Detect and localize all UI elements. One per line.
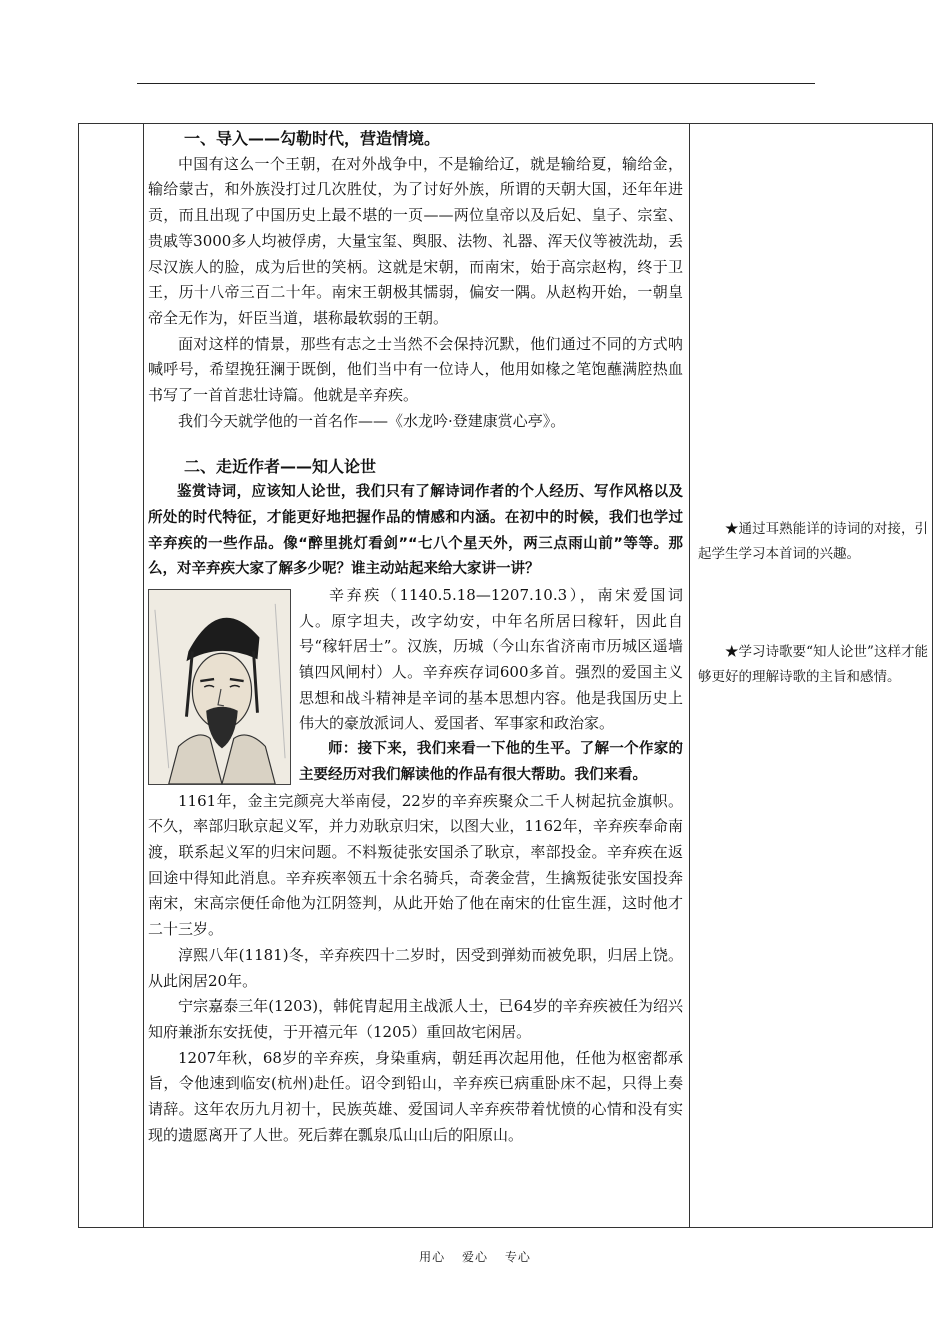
side-note-1: ★通过耳熟能详的诗词的对接，引起学生学习本首词的兴趣。	[698, 521, 928, 562]
life-paragraph-2: 淳熙八年(1181)冬，辛弃疾四十二岁时，因受到弹劾而被免职，归居上饶。从此闲居20年。	[148, 945, 683, 990]
footer-word-3: 专心	[504, 1250, 531, 1264]
section1-paragraph-2: 面对这样的情景，那些有志之士当然不会保持沉默，他们通过不同的方式呐喊呼号，希望挽狂澜于既倒，他们当中有一位诗人，他用如椽之笔饱蘸满腔热血书写了一首首悲壮诗篇。他就是辛弃疾。	[148, 334, 683, 405]
section2-heading: 二、走近作者——知人论世	[184, 457, 377, 477]
author-portrait-image	[148, 589, 291, 785]
life-paragraph-3: 宁宗嘉泰三年(1203)，韩侂胄起用主战派人士，已64岁的辛弃疾被任为绍兴知府兼浙东安抚使，于开禧元年（1205）重回故宅闲居。	[148, 997, 683, 1041]
author-bio: 辛弃疾（1140.5.18—1207.10.3），南宋爱国词人。原字坦夫，改字幼安，中年名所居曰稼轩，因此自号“稼轩居士”。汉族，历城（今山东省济南市历城区遥墙镇四风闸村）人。辛弃疾存词600多首。强烈的爱国主义思想和战斗精神是辛词的基本思想内容。他是我国历史上伟大的豪放派词人、爱国者、军事家和政治家。	[299, 585, 683, 733]
page-footer	[0, 1248, 950, 1265]
table-column-divider-right	[689, 123, 690, 1228]
teacher-transition: 师：接下来，我们来看一下他的生平。了解一个作家的主要经历对我们解读他的作品有很大帮助。我们来看。	[299, 741, 683, 783]
life-paragraph-1: 1161年，金主完颜亮大举南侵，22岁的辛弃疾聚众二千人树起抗金旗帜。不久，率部归耿京起义军，并力劝耿京归宋，以图大业，1162年，辛弃疾奉命南渡，联系起义军的归宋问题。不料叛徒张安国杀了耿京，率部投金。辛弃疾在返回途中得知此消息。辛弃疾率领五十余名骑兵，奇袭金营，生擒叛徒张安国投奔南宋，宋高宗便任命他为江阴签判，从此开始了他在南宋的仕宦生涯，这时他才二十三岁。	[148, 791, 683, 939]
section2-intro: 鉴赏诗词，应该知人论世，我们只有了解诗词作者的个人经历、写作风格以及所处的时代特征，才能更好地把握作品的情感和内涵。在初中的时候，我们也学过辛弃疾的一些作品。像“醉里挑灯看剑”“七八个星天外，两三点雨山前”等等。那么，对辛弃疾大家了解多少呢？谁主动站起来给大家讲一讲？	[148, 484, 683, 578]
footer-word-2: 爱心	[461, 1250, 488, 1264]
header-rule	[137, 83, 815, 84]
section1-paragraph-1: 中国有这么一个王朝，在对外战争中，不是输给辽，就是输给夏，输给金，输给蒙古，和外族没打过几次胜仗，为了讨好外族，所谓的天朝大国，还年年进贡，而且出现了中国历史上最不堪的一页——两位皇帝以及后妃、皇子、宗室、贵戚等3000多人均被俘虏，大量宝玺、舆服、法物、礼器、浑天仪等被洗劫，丢尽汉族人的脸，成为后世的笑柄。这就是宋朝，而南宋，始于高宗赵构，终于卫王，历十八帝三百二十年。南宋王朝极其懦弱，偏安一隅。从赵构开始，一朝皇帝全无作为，奸臣当道，堪称最软弱的王朝。	[148, 154, 683, 327]
table-column-divider-left	[143, 123, 144, 1228]
section1-paragraph-3: 我们今天就学他的一首名作——《水龙吟·登建康赏心亭》。	[178, 411, 566, 430]
life-paragraph-4: 1207年秋，68岁的辛弃疾，身染重病，朝廷再次起用他，任他为枢密都承旨，令他速到临安(杭州)赴任。诏令到铅山，辛弃疾已病重卧床不起，只得上奏请辞。这年农历九月初十，民族英雄、爱国词人辛弃疾带着忧愤的心情和没有实现的遗愿离开了人世。死后葬在瓢泉瓜山山后的阳原山。	[148, 1048, 683, 1144]
main-content-cell	[148, 126, 683, 1148]
side-note-2: ★学习诗歌要“知人论世”这样才能够更好的理解诗歌的主旨和感情。	[698, 644, 928, 685]
section1-heading: 一、导入——勾勒时代，营造情境。	[184, 129, 441, 148]
footer-word-1: 用心	[419, 1250, 446, 1264]
